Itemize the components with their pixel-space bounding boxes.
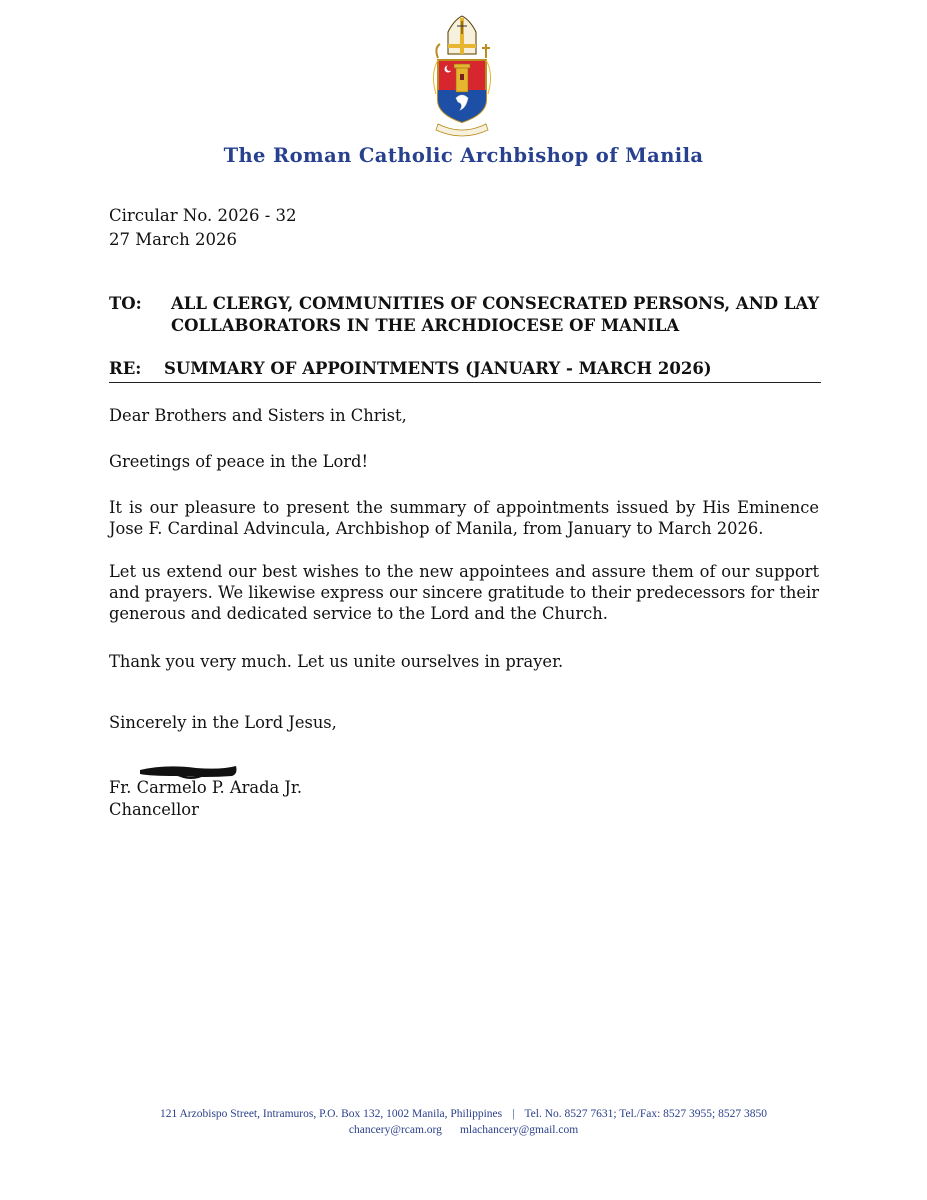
re-label: RE: [109, 359, 142, 378]
footer-email-gmail[interactable]: mlachancery@gmail.com [459, 1124, 579, 1136]
circular-meta [109, 204, 297, 252]
re-text: SUMMARY OF APPOINTMENTS (JANUARY - MARCH 2026) [164, 359, 712, 378]
signer-name: Fr. Carmelo P. Arada Jr. [109, 778, 303, 797]
to-text: ALL CLERGY, COMMUNITIES OF CONSECRATED PERSONS, AND LAY COLLABORATORS IN THE ARCHDIOCESE OF MANILA [171, 294, 820, 335]
closing-line: Sincerely in the Lord Jesus, [109, 713, 337, 732]
circular-number: Circular No. 2026 - 32 [109, 206, 297, 225]
greeting: Greetings of peace in the Lord! [109, 452, 369, 471]
signer-title: Chancellor [109, 800, 199, 819]
footer-contact [0, 1106, 927, 1138]
salutation: Dear Brothers and Sisters in Christ, [109, 406, 407, 425]
archdiocese-coat-of-arms-logo [424, 14, 500, 142]
addressee-block [109, 293, 821, 337]
footer-phones: Tel. No. 8527 7631; Tel./Fax: 8527 3955; 8527 3850 [524, 1108, 767, 1120]
footer-separator: | [512, 1108, 515, 1120]
subject-line [109, 358, 821, 380]
footer-email-chancery[interactable]: chancery@rcam.org [348, 1124, 442, 1136]
footer-address: 121 Arzobispo Street, Intramuros, P.O. Box 132, 1002 Manila, Philippines [160, 1108, 503, 1120]
subject-divider [109, 382, 821, 383]
circular-date: 27 March 2026 [109, 230, 237, 249]
signer-block [109, 777, 302, 821]
to-label: TO: [109, 294, 142, 313]
body-paragraph-3: Thank you very much. Let us unite ourselves in prayer. [109, 652, 564, 671]
letterhead-title: The Roman Catholic Archbishop of Manila [223, 144, 704, 167]
body-paragraph-2: Let us extend our best wishes to the new appointees and assure them of our support and prayers. We likewise express our sincere gratitude to their predecessors for their generous and dedicated service to the Lord and the Church. [109, 562, 819, 623]
body-paragraph-1: It is our pleasure to present the summary of appointments issued by His Eminence Jose F. Cardinal Advincula, Archbishop of Manila, from January to March 2026. [109, 498, 819, 538]
